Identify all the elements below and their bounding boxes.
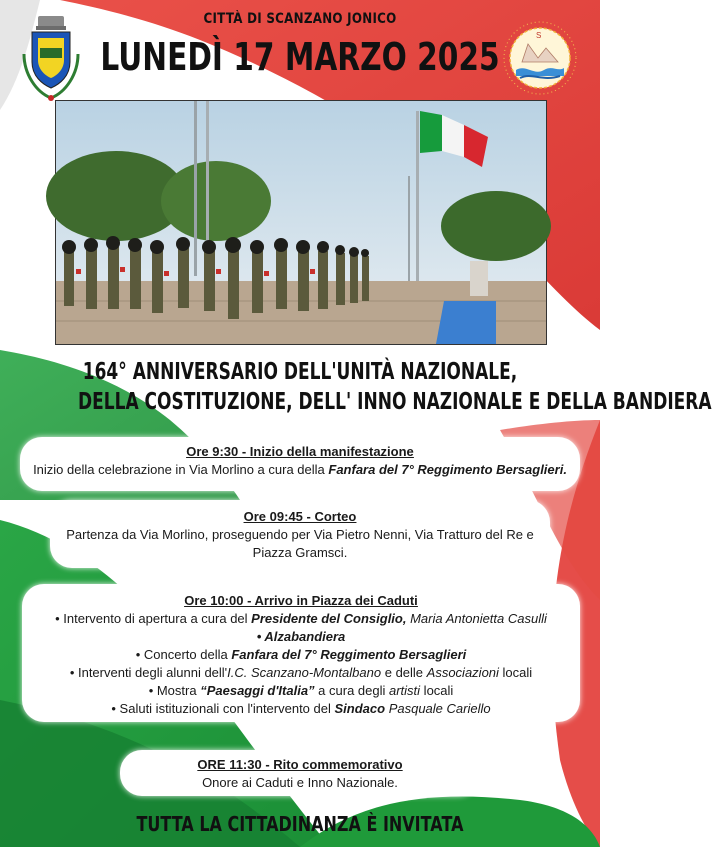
program-heading: Ore 09:45 - Corteo — [243, 509, 357, 524]
municipal-crest-icon — [18, 14, 84, 106]
event-logo-icon — [500, 18, 580, 98]
program-bullet: • Concerto della Fanfara del 7° Reggimento Bersaglieri — [135, 647, 467, 662]
program-item-1000 — [22, 584, 580, 722]
anniversary-title-line1: 164° ANNIVERSARIO DELL'UNITÀ NAZIONALE, — [82, 359, 518, 385]
invitation-footer: TUTTA LA CITTADINANZA È INVITATA — [136, 812, 464, 836]
program-text-line1: Partenza da Via Morlino, proseguendo per Via Pietro Nenni, Via Tratturo del Re e — [66, 527, 534, 542]
logo-text: S — [536, 31, 542, 40]
program-item-0945 — [50, 500, 550, 568]
ceremony-photo-image — [56, 101, 546, 344]
anniversary-title-line2: DELLA COSTITUZIONE, DELL' INNO NAZIONALE E DELLA BANDIERA — [78, 389, 712, 415]
program-heading: Ore 9:30 - Inizio della manifestazione — [186, 444, 414, 459]
program-text-line2: Piazza Gramsci. — [252, 545, 348, 560]
program-heading: Ore 10:00 - Arrivo in Piazza dei Caduti — [184, 593, 418, 608]
program-text: Onore ai Caduti e Inno Nazionale. — [202, 775, 398, 790]
program-bullet: • Interventi degli alunni dell'I.C. Scanzano-Montalbano e delle Associazioni locali — [69, 665, 533, 680]
program-heading: ORE 11:30 - Rito commemorativo — [197, 757, 403, 772]
program-text: Inizio della celebrazione in Via Morlino a cura della Fanfara del 7° Reggimento Bersaglieri. — [33, 462, 567, 477]
program-bullet: • Mostra “Paesaggi d'Italia” a cura degli artisti locali — [148, 683, 454, 698]
program-bullet: • Saluti istituzionali con l'intervento del Sindaco Pasquale Cariello — [111, 701, 491, 716]
program-item-0930 — [20, 437, 580, 491]
event-date: LUNEDÌ 17 MARZO 2025 — [100, 35, 500, 79]
city-name: CITTÀ DI SCANZANO JONICO — [203, 11, 397, 27]
ceremony-photo — [55, 100, 547, 345]
program-bullet: • Alzabandiera — [256, 629, 346, 644]
program-bullet: • Intervento di apertura a cura del Presidente del Consiglio, Maria Antonietta Casulli — [55, 611, 547, 626]
program-item-1130 — [120, 750, 480, 796]
